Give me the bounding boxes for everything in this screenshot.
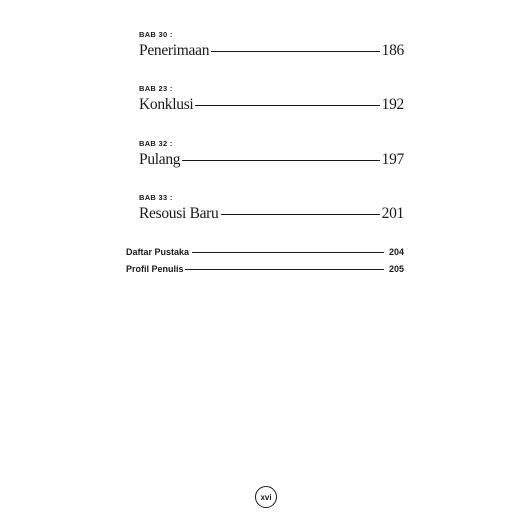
chapter-title: Penerimaan	[139, 42, 210, 59]
toc-entry-daftar-pustaka	[126, 247, 404, 258]
leader-line	[182, 160, 379, 161]
toc-entry-profil-penulis	[126, 264, 404, 275]
leader-line	[185, 269, 384, 270]
chapter-number: BAB 33 :	[139, 193, 173, 202]
backmatter-title: Profil Penulis	[126, 264, 184, 274]
chapter-title: Pulang	[139, 151, 181, 168]
toc-entry-bab-33	[139, 193, 404, 223]
chapter-number: BAB 23 :	[139, 84, 173, 93]
toc-entry-bab-30	[139, 30, 404, 60]
page-number-badge	[255, 486, 277, 508]
leader-line	[211, 51, 379, 52]
toc-entry-bab-23	[139, 84, 404, 114]
page-numeral: xvi	[260, 492, 272, 502]
chapter-page: 197	[381, 151, 404, 168]
chapter-number: BAB 32 :	[139, 139, 173, 148]
leader-line	[195, 105, 379, 106]
chapter-page: 192	[381, 96, 404, 113]
backmatter-page: 205	[388, 264, 404, 274]
chapter-title: Konklusi	[139, 96, 194, 113]
chapter-page: 201	[381, 205, 404, 222]
chapter-page: 186	[381, 42, 404, 59]
backmatter-title: Daftar Pustaka	[126, 247, 190, 257]
toc-entry-bab-32	[139, 139, 404, 169]
chapter-number: BAB 30 :	[139, 30, 173, 39]
leader-line	[221, 214, 380, 215]
backmatter-page: 204	[388, 247, 404, 257]
leader-line	[192, 252, 384, 253]
chapter-title: Resousi Baru	[139, 205, 219, 222]
